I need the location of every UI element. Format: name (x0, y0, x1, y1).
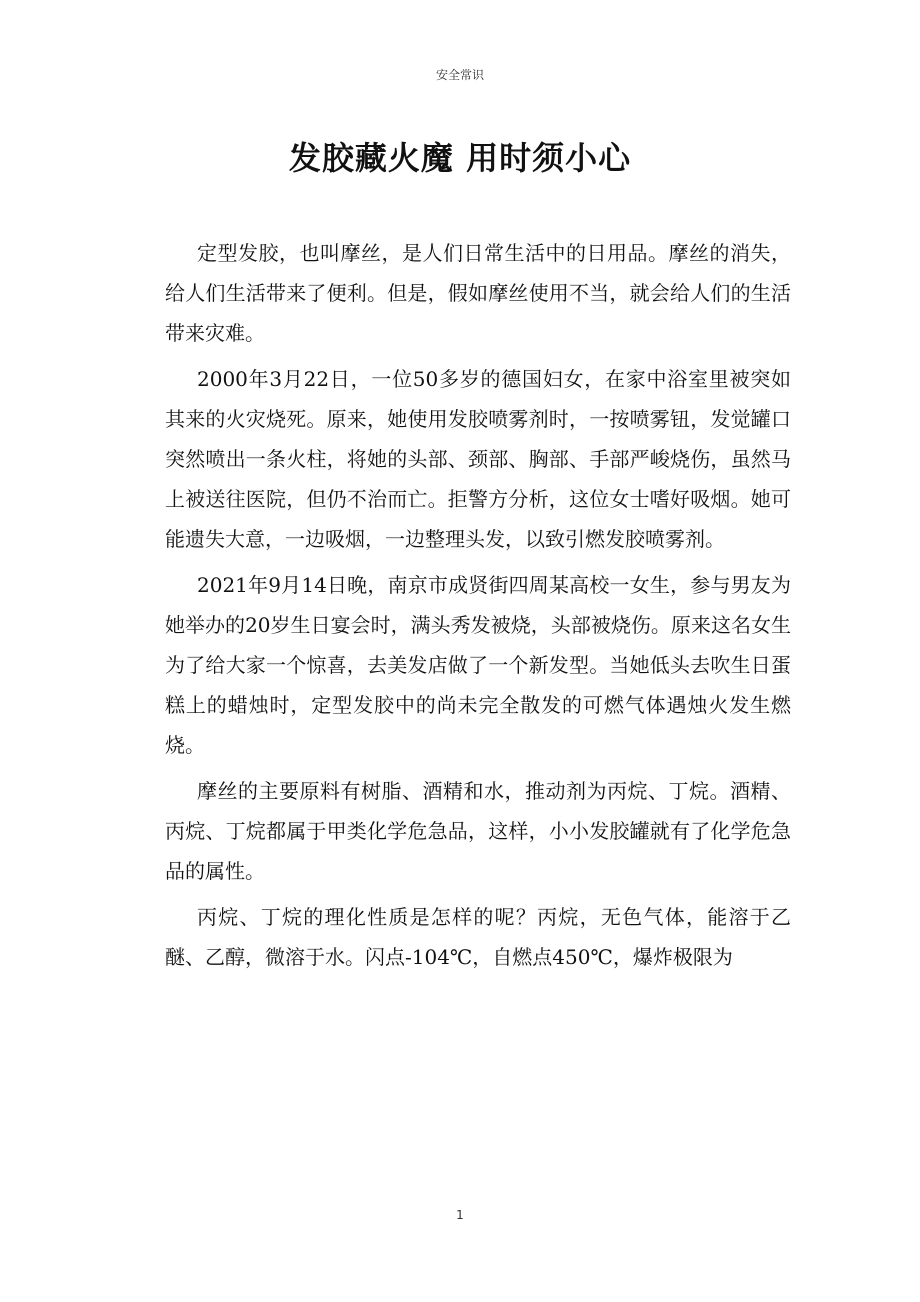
page-title: 发胶藏火魔 用时须小心 (288, 139, 632, 177)
paragraph-case-nanjing: 2021年9月14日晚，南京市成贤街四周某高校一女生，参与男友为她举办的20岁生日宴会时，满头秀发被烧，头部被烧伤。原来这名女生为了给大家一个惊喜，去美发店做了一个新发型。当她低头去吹生日蛋糕上的蜡烛时，定型发胶中的尚未完全散发的可燃气体遇烛火发生燃烧。 (165, 573, 791, 757)
paragraph-ingredients: 摩丝的主要原料有树脂、酒精和水，推动剂为丙烷、丁烷。酒精、丙烷、丁烷都属于甲类化学危急品，这样，小小发胶罐就有了化学危急品的属性。 (165, 779, 791, 883)
paragraph-intro: 定型发胶，也叫摩丝，是人们日常生活中的日用品。摩丝的消失，给人们生活带来了便利。但是，假如摩丝使用不当，就会给人们的生活带来灾难。 (165, 241, 791, 345)
page-number: 1 (456, 1208, 464, 1222)
page-header-category: 安全常识 (435, 68, 484, 82)
paragraph-properties: 丙烷、丁烷的理化性质是怎样的呢？丙烷，无色气体，能溶于乙醚、乙醇，微溶于水。闪点-104℃，自燃点450℃，爆炸极限为 (165, 905, 791, 969)
paragraph-case-germany: 2000年3月22日，一位50多岁的德国妇女，在家中浴室里被突如其来的火灾烧死。原来，她使用发胶喷雾剂时，一按喷雾钮，发觉罐口突然喷出一条火柱，将她的头部、颈部、胸部、手部严峻烧伤，虽然马上被送往医院，但仍不治而亡。拒警方分析，这位女士嗜好吸烟。她可能遗失大意，一边吸烟，一边整理头发，以致引燃发胶喷雾剂。 (165, 367, 791, 551)
article-body (165, 233, 791, 983)
